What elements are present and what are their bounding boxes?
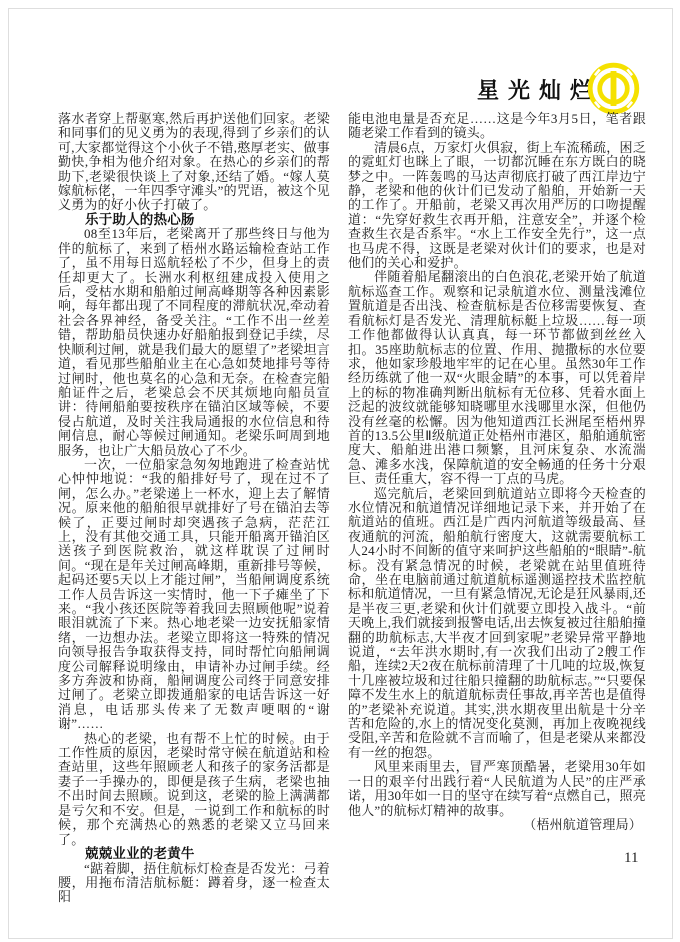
- section-title: 星光灿烂: [477, 78, 602, 103]
- trade-union-logo-icon: [587, 62, 640, 115]
- paragraph: 一次，一位船家急匆匆地跑进了检查站忧心忡忡地说：“我的船排好号了，现在过不了闸，怎么办。”老梁递上一杯水，迎上去了解情况。原来他的船舶很早就排好了号在锚泊去等候了，正要过闸时却突遇孩子急病，茫茫江上，没有其他交通工具，只能开船离开锚泊区送孩子到医院救治，就这样耽误了过闸时间。“现在是年关过闸高峰期，重新排号等候，起码还要5天以上才能过闸”，当船闸调度系统工作人员告诉这一实情时，他一下子瘫坐了下来。“我小孩还医院等着我回去照顾他呢”说着眼泪就流了下来。热心地老梁一边安抚船家情绪，一边想办法。老梁立即将这一特殊的情况向领导报告争取获得支持，同时帮忙向船闸调度公司解释说明缘由，申请补办过闸手续。经多方奔波和协商，船闸调度公司终于同意安排过闸了。老梁立即拨通船家的电话告诉这一好消息，电话那头传来了无数声哽咽的“谢谢”……: [58, 456, 330, 732]
- paragraph: 热心的老梁，也有帮不上忙的时候。由于工作性质的原因，老梁时常守候在航道站和检查站里，这些年照顾老人和孩子的家务活都是妻子一手操办的，即便是孩子生病，老梁也抽不出时间去照顾。说到这，老梁的脸上满满都是亏欠和不安。但是，一说到工作和航标的时候，那个充满热心的熟悉的老梁又立马回来了。: [58, 730, 330, 847]
- paragraph: 清晨6点，万家灯火俱寂，街上车流稀疏，困乏的霓虹灯也眯上了眼，一切都沉睡在东方既白的晓梦之中。一阵轰鸣的马达声彻底打破了西江岸边宁静，老梁和他的伙计们已发动了船舶，开始新一天的工作了。开船前，老梁又再次用严厉的口吻提醒道：“先穿好救生衣再开船，注意安全”，并逐个检查救生衣是否系牢。“水上工作安全先行”，这一点也马虎不得，这既是老梁对伙计们的要求，也是对他们的关心和爱护。: [348, 139, 646, 271]
- paragraph: 落水者穿上帮驱寒,然后再护送他们回家。老梁和同事们的见义勇为的表现,得到了乡亲们的认可,大家都觉得这个小伙子不错,憨厚老实、做事勤快,争相为他介绍对象。在热心的乡亲们的帮助下,老梁很快谈上了对象,还结了婚。“嫁人莫嫁航标佬，一年四季守滩头”的咒语，被这个见义勇为的好小伙子打破了。: [58, 111, 330, 213]
- attribution-line: （梧州航道管理局）: [523, 816, 642, 832]
- right-text-column: [348, 112, 646, 832]
- paragraph: 巡完航后，老梁回到航道站立即将今天检查的水位情况和航道情况详细地记录下来，并开始了在航道站的值班。西江是广西内河航道等级最高、昼夜通航的河流，船舶航行密度大，这就需要航标工人24小时不间断的值守来呵护这些船舶的“眼睛”-航标。没有紧急情况的时候，老梁就在站里值班待命，坐在电脑前通过航道航标遥测遥控技术监控航标和航道情况，一旦有紧急情况,无论是狂风暴雨,还是半夜三更,老梁和伙计们就要立即投入战斗。“前天晚上,我们就接到报警电话,出去恢复被过往船舶撞翻的助航标志,大半夜才回到家呢”老梁异常平静地说道，“去年洪水期时,有一次我们出动了2艘工作船，连续2天2夜在航标前清理了十几吨的垃圾,恢复十几座被垃圾和过往船只撞翻的助航标志。”“只要保障不发生水上的航道航标责任事故,再辛苦也是值得的”老梁补充说道。其实,洪水期夜里出航是十分辛苦和危险的,水上的情况变化莫测，再加上夜晚视线受阻,辛苦和危险就不言而喻了，但是老梁从来都没有一丝的抱怨。: [348, 485, 646, 760]
- section-heading-old-ox: 兢兢业业的老黄牛: [85, 845, 195, 861]
- section-heading-helpful-heart: 乐于助人的热心肠: [85, 211, 195, 227]
- paragraph: “踮着脚，捂住航标灯检查是否发光：弓着腰，用拖布清洁航标艇：蹲着身，逐一检查太阳: [58, 860, 330, 905]
- paragraph: 08至13年后，老梁离开了那些终日与他为伴的航标了，来到了梧州水路运输检查站工作了，虽不用每日巡航轻松了不少，但身上的责任却更大了。长洲水利枢纽建成投入使用之后，受枯水期和船舶过闸高峰期等各种因素影响，每年都出现了不同程度的滞航状况,牵动着社会各界神经，备受关注。“工作不出一丝差错，帮助船员快速办好船舶报到登记手续，尽快顺利过闸，就是我们最大的愿望了”老梁坦言道，看见那些船舶业主在心急如焚地排号等待过闸时，他也莫名的心急和无奈。在检查完船舶证件之后，老梁总会不厌其烦地向船员宣讲：待闸船舶要按秩序在锚泊区域等候，不要侵占航道，及时关注我局通报的水位信息和待闸信息，耐心等候过闸通知。老梁乐呵周到地服务，也让广大船员放心了不少。: [58, 226, 330, 458]
- paragraph: 风里来雨里去，冒严寒顶酷暑，老梁用30年如一日的艰辛付出践行着“人民航道为人民”的庄严承诺，用30年如一日的坚守在续写着“点燃自己，照亮他人”的航标灯精神的故事。: [348, 759, 646, 818]
- paragraph: 能电池电量是否充足……这是今年3月5日，笔者跟随老梁工作看到的镜头。: [348, 111, 646, 141]
- left-text-column: [58, 112, 330, 905]
- page-number: 11: [624, 850, 639, 866]
- paragraph: 伴随着船尾翻滚出的白色浪花,老梁开始了航道航标巡查工作。观察和记录航道水位、测量浅滩位置航道是否出浅、检查航标是否位移需要恢复、查看航标灯是否发光、清理航标艇上垃圾……每一项工作他都做得认认真真，每一环节都做到丝丝入扣。35座助航标志的位置、作用、抛撒标的水位要求，他如家珍般地牢牢的记在心里。虽然30年工作经历练就了他一双“火眼金睛”的本事，可以凭着岸上的标的物准确判断出航标有无位移、凭着水面上泛起的波纹就能够知晓哪里水浅哪里水深，但他仍没有丝毫的松懈。因为他知道西江长洲尾至梧州界首的13.5公里Ⅱ级航道正处梧州市港区，船舶通航密度大、船舶进出港口频繁，且河床复杂、水流湍急、滩多水浅，保障航道的安全畅通的任务十分艰巨、责任重大，容不得一丁点的马虎。: [348, 269, 646, 487]
